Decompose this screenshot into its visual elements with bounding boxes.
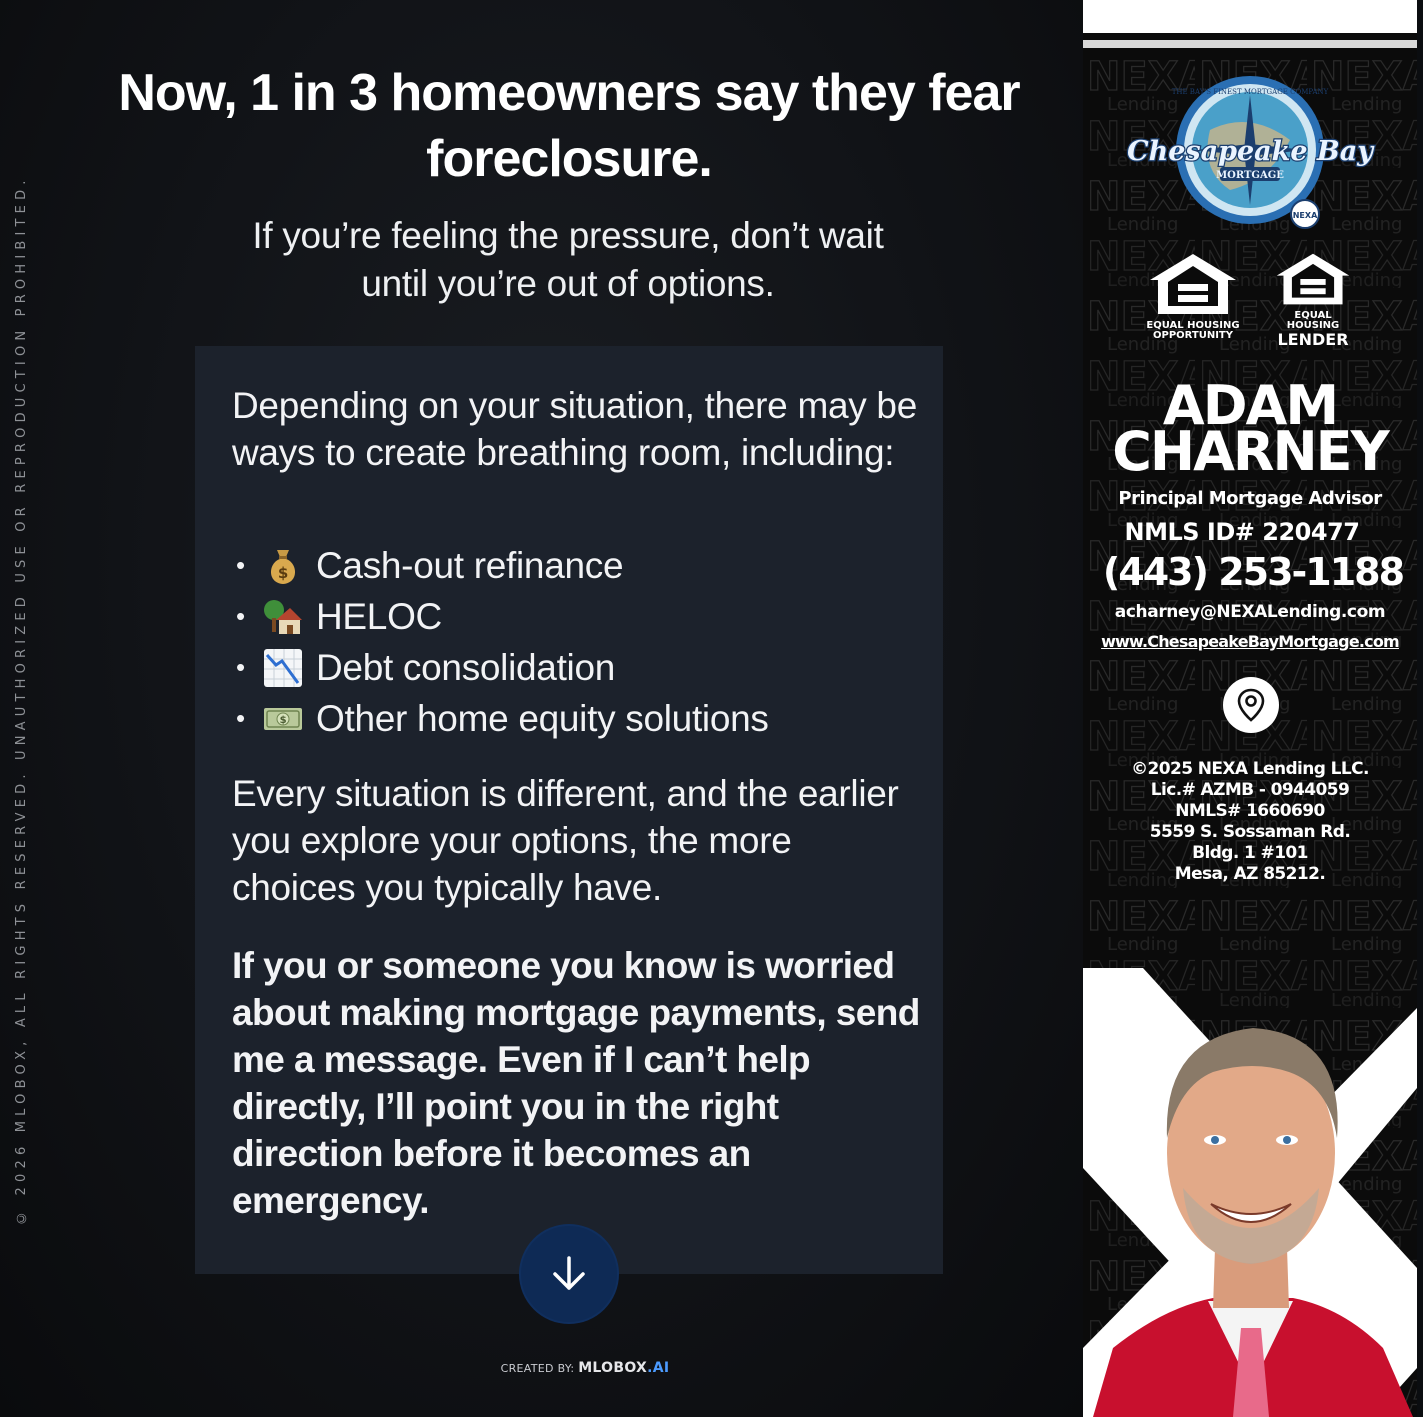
credit-brand: MLOBOX [578, 1360, 648, 1376]
agent-website-link[interactable]: www.ChesapeakeBayMortgage.com [1101, 632, 1399, 651]
agent-email[interactable]: acharney@NEXALending.com [1114, 602, 1386, 622]
scroll-down-button[interactable] [521, 1226, 617, 1322]
eho-lender-line-2: LENDER [1277, 330, 1349, 349]
bullet-dot: • [236, 652, 245, 682]
sidebar-divider [1083, 40, 1417, 48]
bullet-dot: • [236, 601, 245, 631]
chart-decreasing-icon [262, 647, 304, 689]
house-tree-icon [262, 596, 304, 638]
copyright-notice: © 2026 MLOBOX, ALL RIGHTS RESERVED. UNAUTHORIZED USE OR REPRODUCTION PROHIBITED. [14, 175, 29, 1225]
eho-opportunity-line-1: EQUAL HOUSING [1146, 320, 1240, 331]
list-item-label: HELOC [316, 595, 442, 637]
subheadline [130, 212, 1006, 308]
legal-line: Bldg. 1 #101 [1192, 843, 1308, 863]
list-item-label: Cash-out refinance [316, 544, 624, 586]
headline-line-2: foreclosure. [426, 130, 712, 188]
agent-sidebar [1083, 0, 1417, 1417]
sidebar-top-band [1083, 0, 1417, 33]
logo-ring-text: THE BAY'S FINEST MORTGAGE COMPANY [1171, 88, 1329, 96]
list-item [232, 540, 922, 591]
legal-disclosure [1083, 759, 1417, 885]
money-bag-icon [262, 545, 304, 587]
headline-line-1: Now, 1 in 3 homeowners say they fear [118, 64, 1020, 122]
legal-line: NMLS# 1660690 [1175, 801, 1325, 821]
message-card [195, 346, 943, 1274]
eho-opportunity-line-2: OPPORTUNITY [1152, 330, 1233, 341]
equal-housing-opportunity-logo [1145, 252, 1241, 341]
agent-title: Principal Mortgage Advisor [1118, 488, 1382, 509]
legal-line: 5559 S. Sossaman Rd. [1149, 822, 1351, 842]
eho-lender-line-1: EQUAL HOUSING [1286, 310, 1340, 331]
headline [60, 60, 1078, 192]
equal-housing-icon [1148, 252, 1238, 316]
created-by-credit [470, 1360, 700, 1376]
map-pin-icon [1236, 688, 1266, 722]
bullet-dot: • [236, 550, 245, 580]
list-item [232, 693, 922, 744]
list-item [232, 642, 922, 693]
subheadline-line-2: until you’re out of options. [361, 263, 775, 304]
logo-text: Chesapeake Bay [1127, 136, 1373, 167]
card-call-to-action: If you or someone you know is worried about making mortgage payments, send me a message. Even if I can’t help directly, I’ll point you in the right direction before it becomes an emergency. [232, 945, 920, 1221]
dollar-banknote-icon [262, 698, 304, 740]
agent-last-name: CHARNEY [1112, 420, 1388, 483]
equal-housing-icon [1273, 252, 1353, 306]
bullet-dot: • [236, 703, 245, 733]
agent-phone[interactable]: (443) 253-1188 [1102, 550, 1404, 594]
agent-nmls-id: NMLS ID# 220477 [1124, 518, 1360, 546]
card-intro: Depending on your situation, there may be ways to create breathing room, including: [232, 385, 917, 473]
chesapeake-bay-mortgage-logo [1127, 70, 1373, 240]
card-paragraph-2: Every situation is different, and the earlier you explore your options, the more choices you typically have. [232, 773, 899, 908]
subheadline-line-1: If you’re feeling the pressure, don’t wait [252, 215, 884, 256]
legal-line: Lic.# AZMB - 0944059 [1150, 780, 1350, 800]
arrow-down-icon [547, 1252, 591, 1296]
location-button[interactable] [1223, 677, 1279, 733]
equal-housing-lender-logo [1271, 252, 1355, 348]
options-list [232, 540, 922, 744]
logo-subtext: MORTGAGE [1216, 170, 1284, 181]
agent-first-name: ADAM [1162, 374, 1338, 437]
svg-text:$: $ [279, 714, 287, 726]
agent-headshot-photo [1083, 968, 1417, 1417]
list-item [232, 591, 922, 642]
legal-line: Mesa, AZ 85212. [1174, 864, 1326, 884]
credit-suffix: .AI [647, 1360, 670, 1376]
legal-line: ©2025 NEXA Lending LLC. [1131, 759, 1369, 779]
list-item-label: Other home equity solutions [316, 697, 769, 739]
credit-prefix: CREATED BY: [500, 1362, 575, 1375]
svg-text:$: $ [277, 563, 289, 582]
svg-text:NEXA: NEXA [1292, 211, 1318, 220]
list-item-label: Debt consolidation [316, 646, 616, 688]
